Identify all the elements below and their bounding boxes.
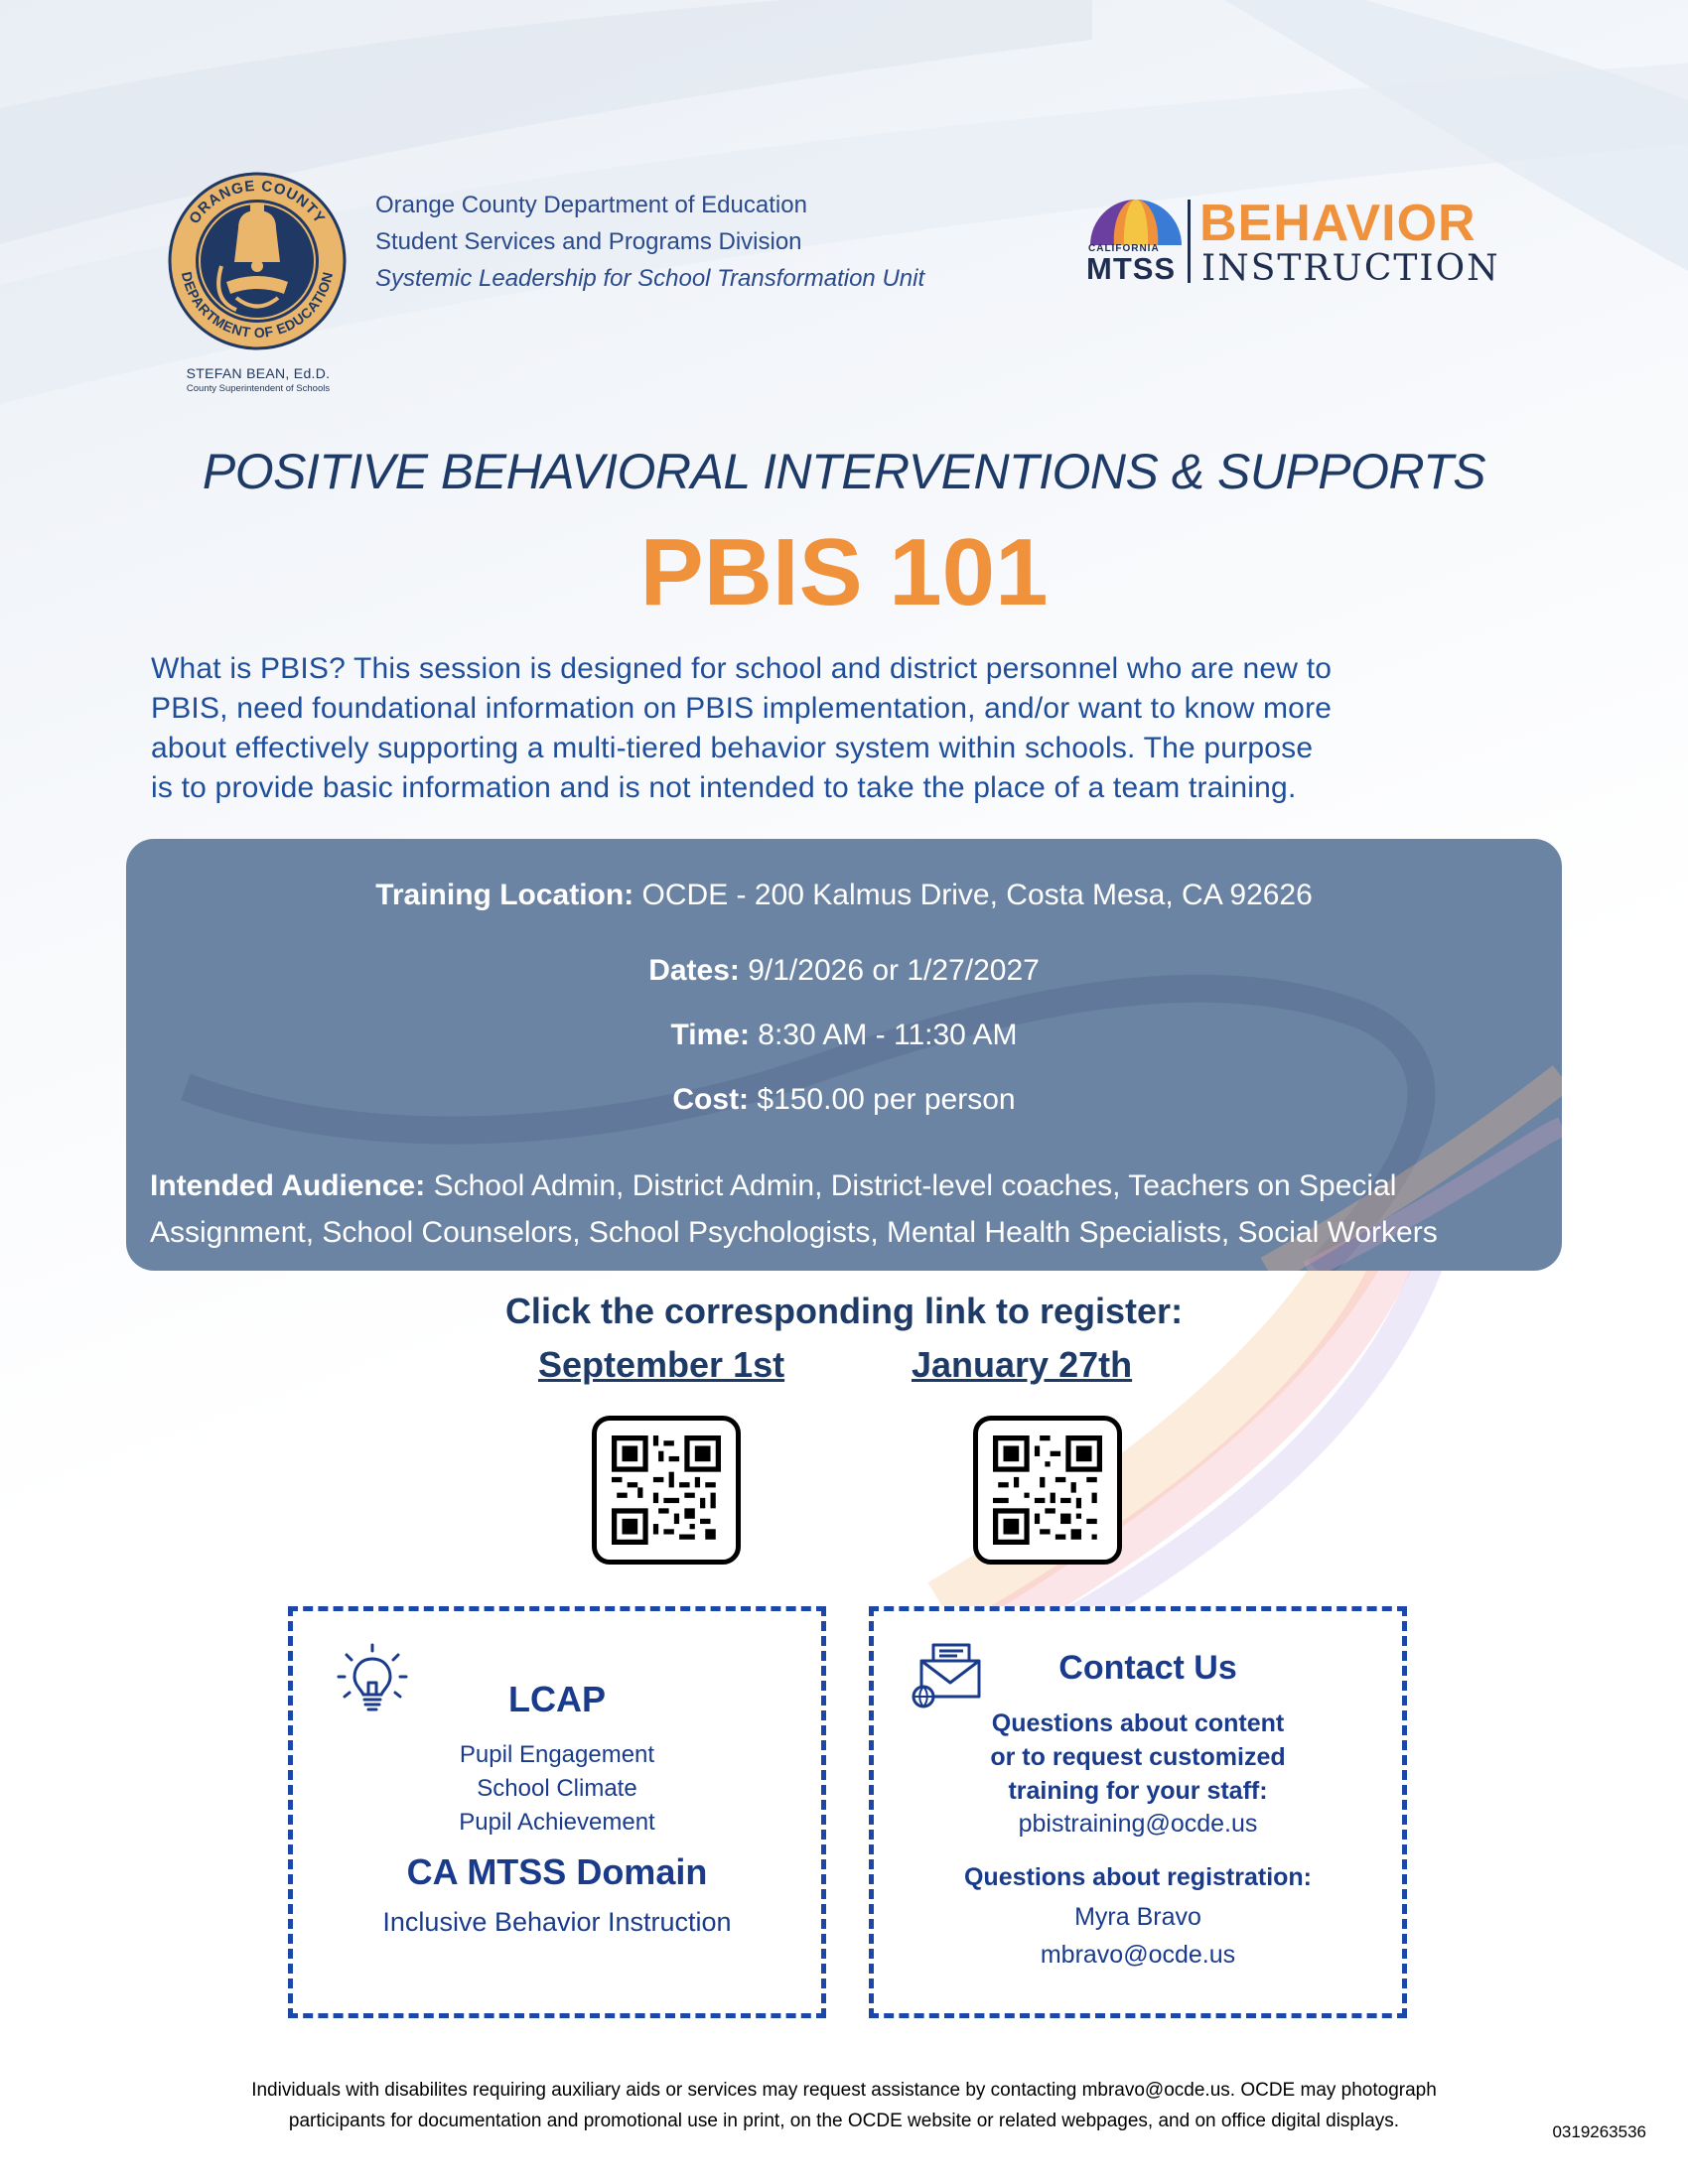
contact-content-question — [874, 1706, 1402, 1808]
ca-mtss-behavior-logo — [1084, 194, 1501, 293]
location-label: Training Location: — [375, 879, 634, 911]
lcap-item: School Climate — [477, 1775, 637, 1802]
instruction-text: INSTRUCTION — [1201, 248, 1500, 289]
umbrella-icon — [1084, 194, 1188, 249]
training-location — [126, 879, 1562, 912]
behavior-text: BEHAVIOR — [1199, 195, 1477, 252]
time-label: Time: — [670, 1019, 750, 1051]
footer-disclaimer — [99, 2075, 1589, 2136]
intended-audience — [150, 1162, 1560, 1256]
lcap-items — [293, 1738, 821, 1840]
seal-bottom-text: DEPARTMENT OF EDUCATION — [178, 270, 337, 341]
mtss-domain-title: CA MTSS Domain — [406, 1851, 708, 1892]
contact-question-line: training for your staff: — [1008, 1777, 1268, 1805]
qr-code-september[interactable] — [592, 1416, 741, 1565]
org-line-2: Student Services and Programs Division — [375, 228, 802, 255]
register-link-january[interactable]: January 27th — [912, 1344, 1133, 1385]
training-info-box — [126, 839, 1562, 1271]
mtss-california-text: CALIFORNIA — [1088, 243, 1160, 254]
contact-registration-question: Questions about registration: — [963, 1863, 1313, 1891]
qr-pattern — [993, 1435, 1102, 1545]
intro-line: PBIS, need foundational information on PBIS implementation, and/or want to know more — [151, 692, 1333, 725]
page-title: PBIS 101 — [639, 519, 1049, 625]
cost-value: $150.00 per person — [749, 1083, 1016, 1116]
audience-value: School Admin, District Admin, District-level coaches, Teachers on Special Assignment, School Counselors, School Psychologists, Mental Health Specialists, Social Workers — [150, 1169, 1438, 1249]
cost-label: Cost: — [672, 1083, 750, 1116]
mtss-domain-value: Inclusive Behavior Instruction — [382, 1907, 732, 1937]
footer-line: participants for documentation and promotional use in print, on the OCDE website or related webpages, and on office digital displays. — [288, 2111, 1400, 2131]
location-value: OCDE - 200 Kalmus Drive, Costa Mesa, CA 92626 — [633, 879, 1313, 911]
lcap-item: Pupil Achievement — [459, 1809, 655, 1836]
register-heading: Click the corresponding link to register: — [504, 1291, 1184, 1331]
lcap-card — [288, 1606, 826, 2018]
subtitle-heading: POSITIVE BEHAVIORAL INTERVENTIONS & SUPPORTS — [202, 444, 1486, 499]
seal-ring-text — [167, 171, 348, 351]
dates-value: 9/1/2026 or 1/27/2027 — [739, 954, 1040, 987]
training-cost — [126, 1083, 1562, 1117]
organization-block — [375, 187, 924, 297]
contact-person-name: Myra Bravo — [1074, 1903, 1201, 1931]
org-line-1: Orange County Department of Education — [375, 192, 807, 218]
lcap-title: LCAP — [508, 1679, 606, 1719]
registration-email[interactable]: mbravo@ocde.us — [1040, 1941, 1236, 1969]
contact-question-line: or to request customized — [990, 1743, 1286, 1771]
training-time — [126, 1019, 1562, 1052]
svg-text:ORANGE COUNTY — [186, 178, 329, 227]
training-dates — [126, 954, 1562, 988]
intro-line: What is PBIS? This session is designed for school and district personnel who are new to — [151, 652, 1333, 685]
pbis-training-email[interactable]: pbistraining@ocde.us — [1018, 1810, 1258, 1838]
org-line-3: Systemic Leadership for School Transformation Unit — [375, 265, 925, 292]
superintendent-name: STEFAN BEAN, Ed.D. — [186, 365, 331, 381]
superintendent-caption — [139, 365, 377, 394]
contact-question-line: Questions about content — [991, 1709, 1285, 1737]
document-code: 0319263536 — [1552, 2122, 1646, 2141]
register-link-september[interactable]: September 1st — [538, 1344, 785, 1385]
footer-line: Individuals with disabilites requiring auxiliary aids or services may request assistance by contacting mbravo@ocde.us. OCDE may photograph — [251, 2080, 1437, 2101]
qr-pattern — [612, 1435, 721, 1545]
intro-line: is to provide basic information and is not intended to take the place of a team training. — [151, 771, 1297, 804]
lcap-item: Pupil Engagement — [459, 1741, 655, 1768]
intro-paragraph — [151, 649, 1541, 808]
intro-line: about effectively supporting a multi-tiered behavior system within schools. The purpose — [151, 732, 1314, 764]
contact-title: Contact Us — [1058, 1649, 1237, 1687]
dates-label: Dates: — [648, 954, 740, 987]
superintendent-title: County Superintendent of Schools — [186, 383, 331, 394]
audience-label: Intended Audience: — [150, 1169, 426, 1202]
qr-code-january[interactable] — [973, 1416, 1122, 1565]
logo-divider — [1188, 200, 1191, 283]
mtss-text: MTSS — [1086, 251, 1177, 286]
time-value: 8:30 AM - 11:30 AM — [749, 1019, 1018, 1051]
seal-top-text: ORANGE COUNTY — [186, 177, 329, 227]
contact-card — [869, 1606, 1407, 2018]
svg-text:DEPARTMENT OF EDUCATION — [179, 270, 336, 341]
